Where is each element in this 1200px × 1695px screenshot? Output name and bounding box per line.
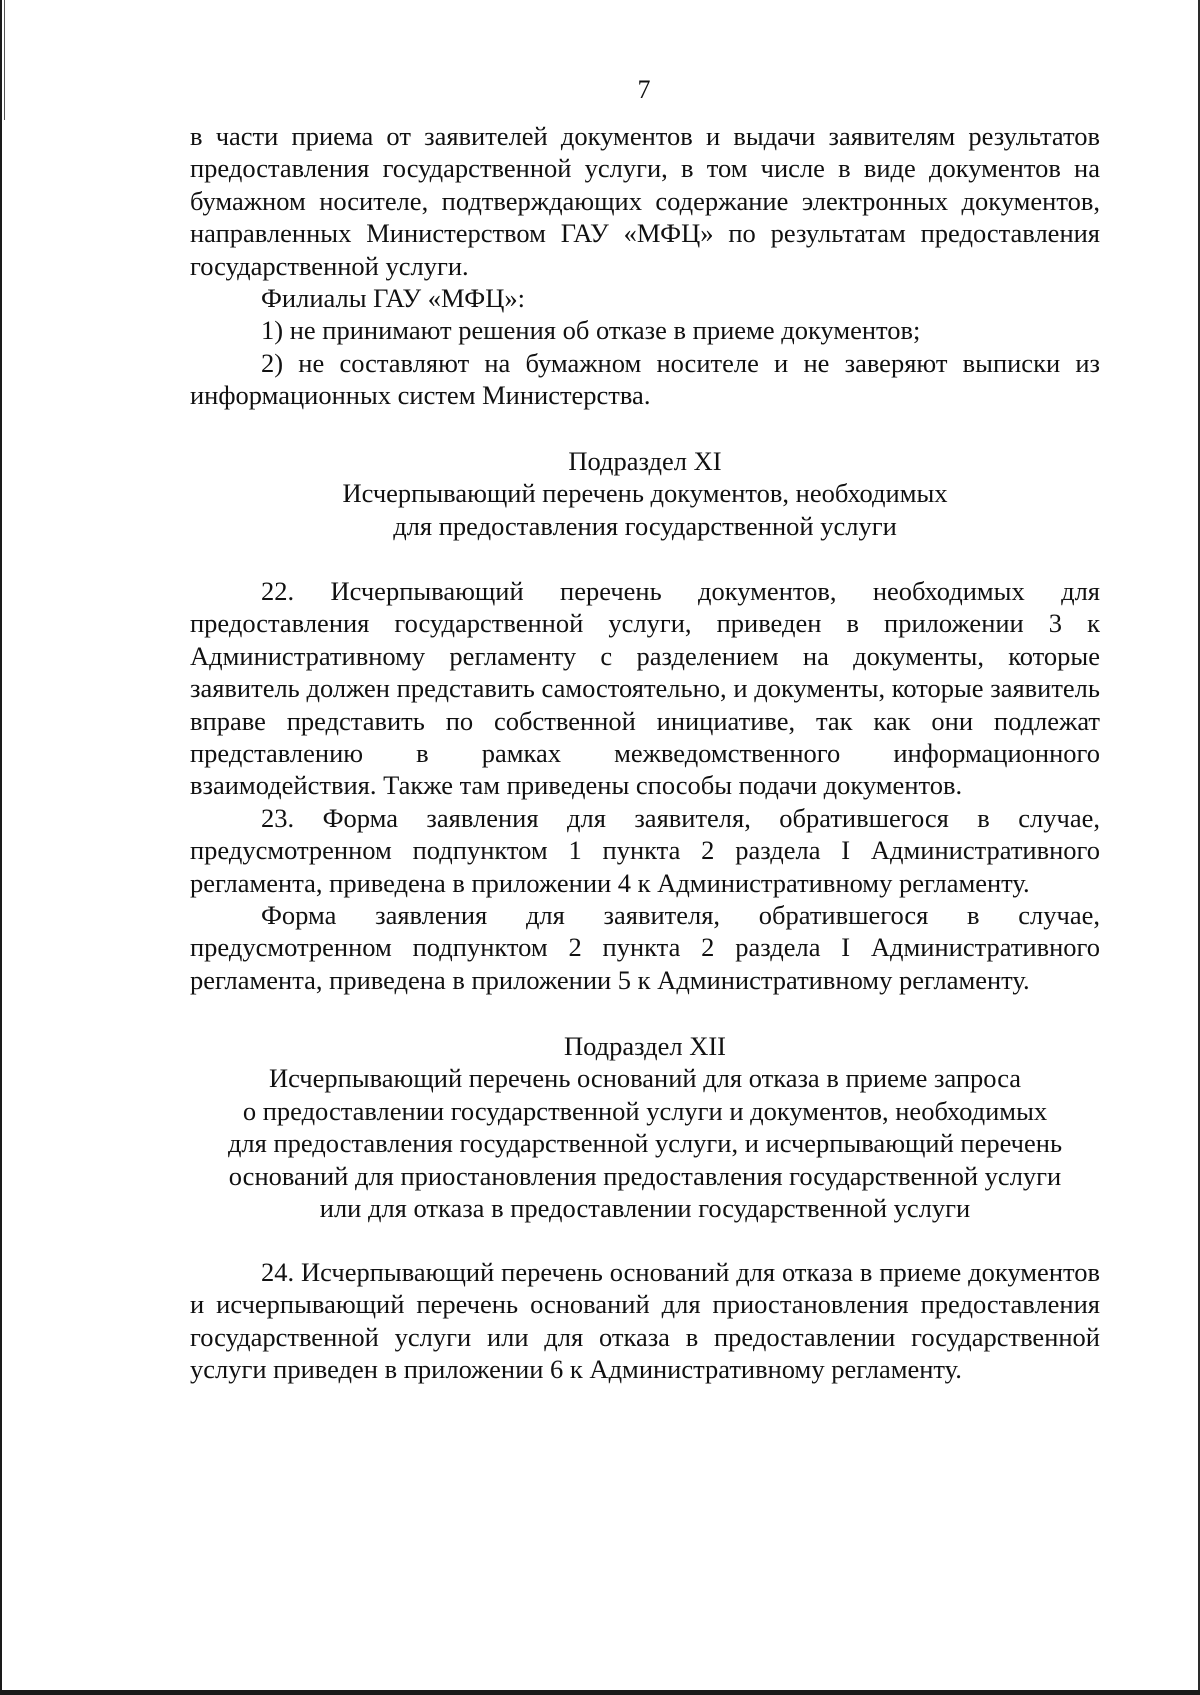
paragraph-23: 23. Форма заявления для заявителя, обратившегося в случае, предусмотренном подпунктом 1 пункта 2 раздела I Административного регламента, приведена в приложении 4 к Административному регламенту. xyxy=(190,802,1100,898)
section-title-line: Исчерпывающий перечень оснований для отказа в приеме запроса xyxy=(268,1063,1022,1094)
section-xii-paragraphs xyxy=(190,1256,1100,1386)
intro-paragraphs xyxy=(190,120,1100,412)
section-label: Подраздел XI xyxy=(568,446,722,476)
paragraph-branches-item-2: 2) не составляют на бумажном носителе и не заверяют выписки из информационных систем Министерства. xyxy=(190,347,1100,411)
section-title-line: о предоставлении государственной услуги и документов, необходимых xyxy=(242,1095,1048,1126)
section-xi-paragraphs xyxy=(190,575,1100,996)
paragraph-24: 24. Исчерпывающий перечень оснований для отказа в приеме документов и исчерпывающий перечень оснований для приостановления предоставления государственной услуги или для отказа в предоставлении государственной услуги приведен в приложении 6 к Административному регламенту. xyxy=(190,1257,1100,1385)
section-title-line: для предоставления государственной услуги, и исчерпывающий перечень xyxy=(227,1128,1063,1159)
paragraph-mfc-acceptance: в части приема от заявителей документов и выдачи заявителям результатов предоставления государственной услуги, в том числе в виде документов на бумажном носителе, подтверждающих содержание электронных документов, направленных Министерством ГАУ «МФЦ» по результатам предоставления государственной услуги. xyxy=(190,121,1100,281)
section-title-line: для предоставления государственной услуги xyxy=(393,510,897,541)
section-title-line: или для отказа в предоставлении государственной услуги xyxy=(319,1193,971,1224)
paragraph-branches-heading: Филиалы ГАУ «МФЦ»: xyxy=(261,283,525,314)
section-title-line: оснований для приостановления предоставления государственной услуги xyxy=(228,1160,1062,1191)
section-heading-xii xyxy=(190,1030,1100,1224)
page-number: 7 xyxy=(637,75,651,104)
scan-edge-bottom xyxy=(0,1690,1200,1695)
section-label: Подраздел XII xyxy=(564,1031,726,1061)
section-heading-xi xyxy=(190,445,1100,542)
paragraph-22: 22. Исчерпывающий перечень документов, необходимых для предоставления государственной услуги, приведен в приложении 3 к Административному регламенту с разделением на документы, которые заявитель должен представить самостоятельно, и документы, которые заявитель вправе представить по собственной инициативе, так как они подлежат представлению в рамках межведомственного информационного взаимодействия. Также там приведены способы подачи документов. xyxy=(190,576,1100,801)
scan-edge-left xyxy=(0,0,2,1695)
paragraph-branches-item-1: 1) не принимают решения об отказе в приеме документов; xyxy=(261,315,921,346)
paragraph-23-form: Форма заявления для заявителя, обратившегося в случае, предусмотренном подпунктом 2 пункта 2 раздела I Административного регламента, приведена в приложении 5 к Административному регламенту. xyxy=(190,900,1100,995)
section-title-line: Исчерпывающий перечень документов, необходимых xyxy=(342,478,948,509)
